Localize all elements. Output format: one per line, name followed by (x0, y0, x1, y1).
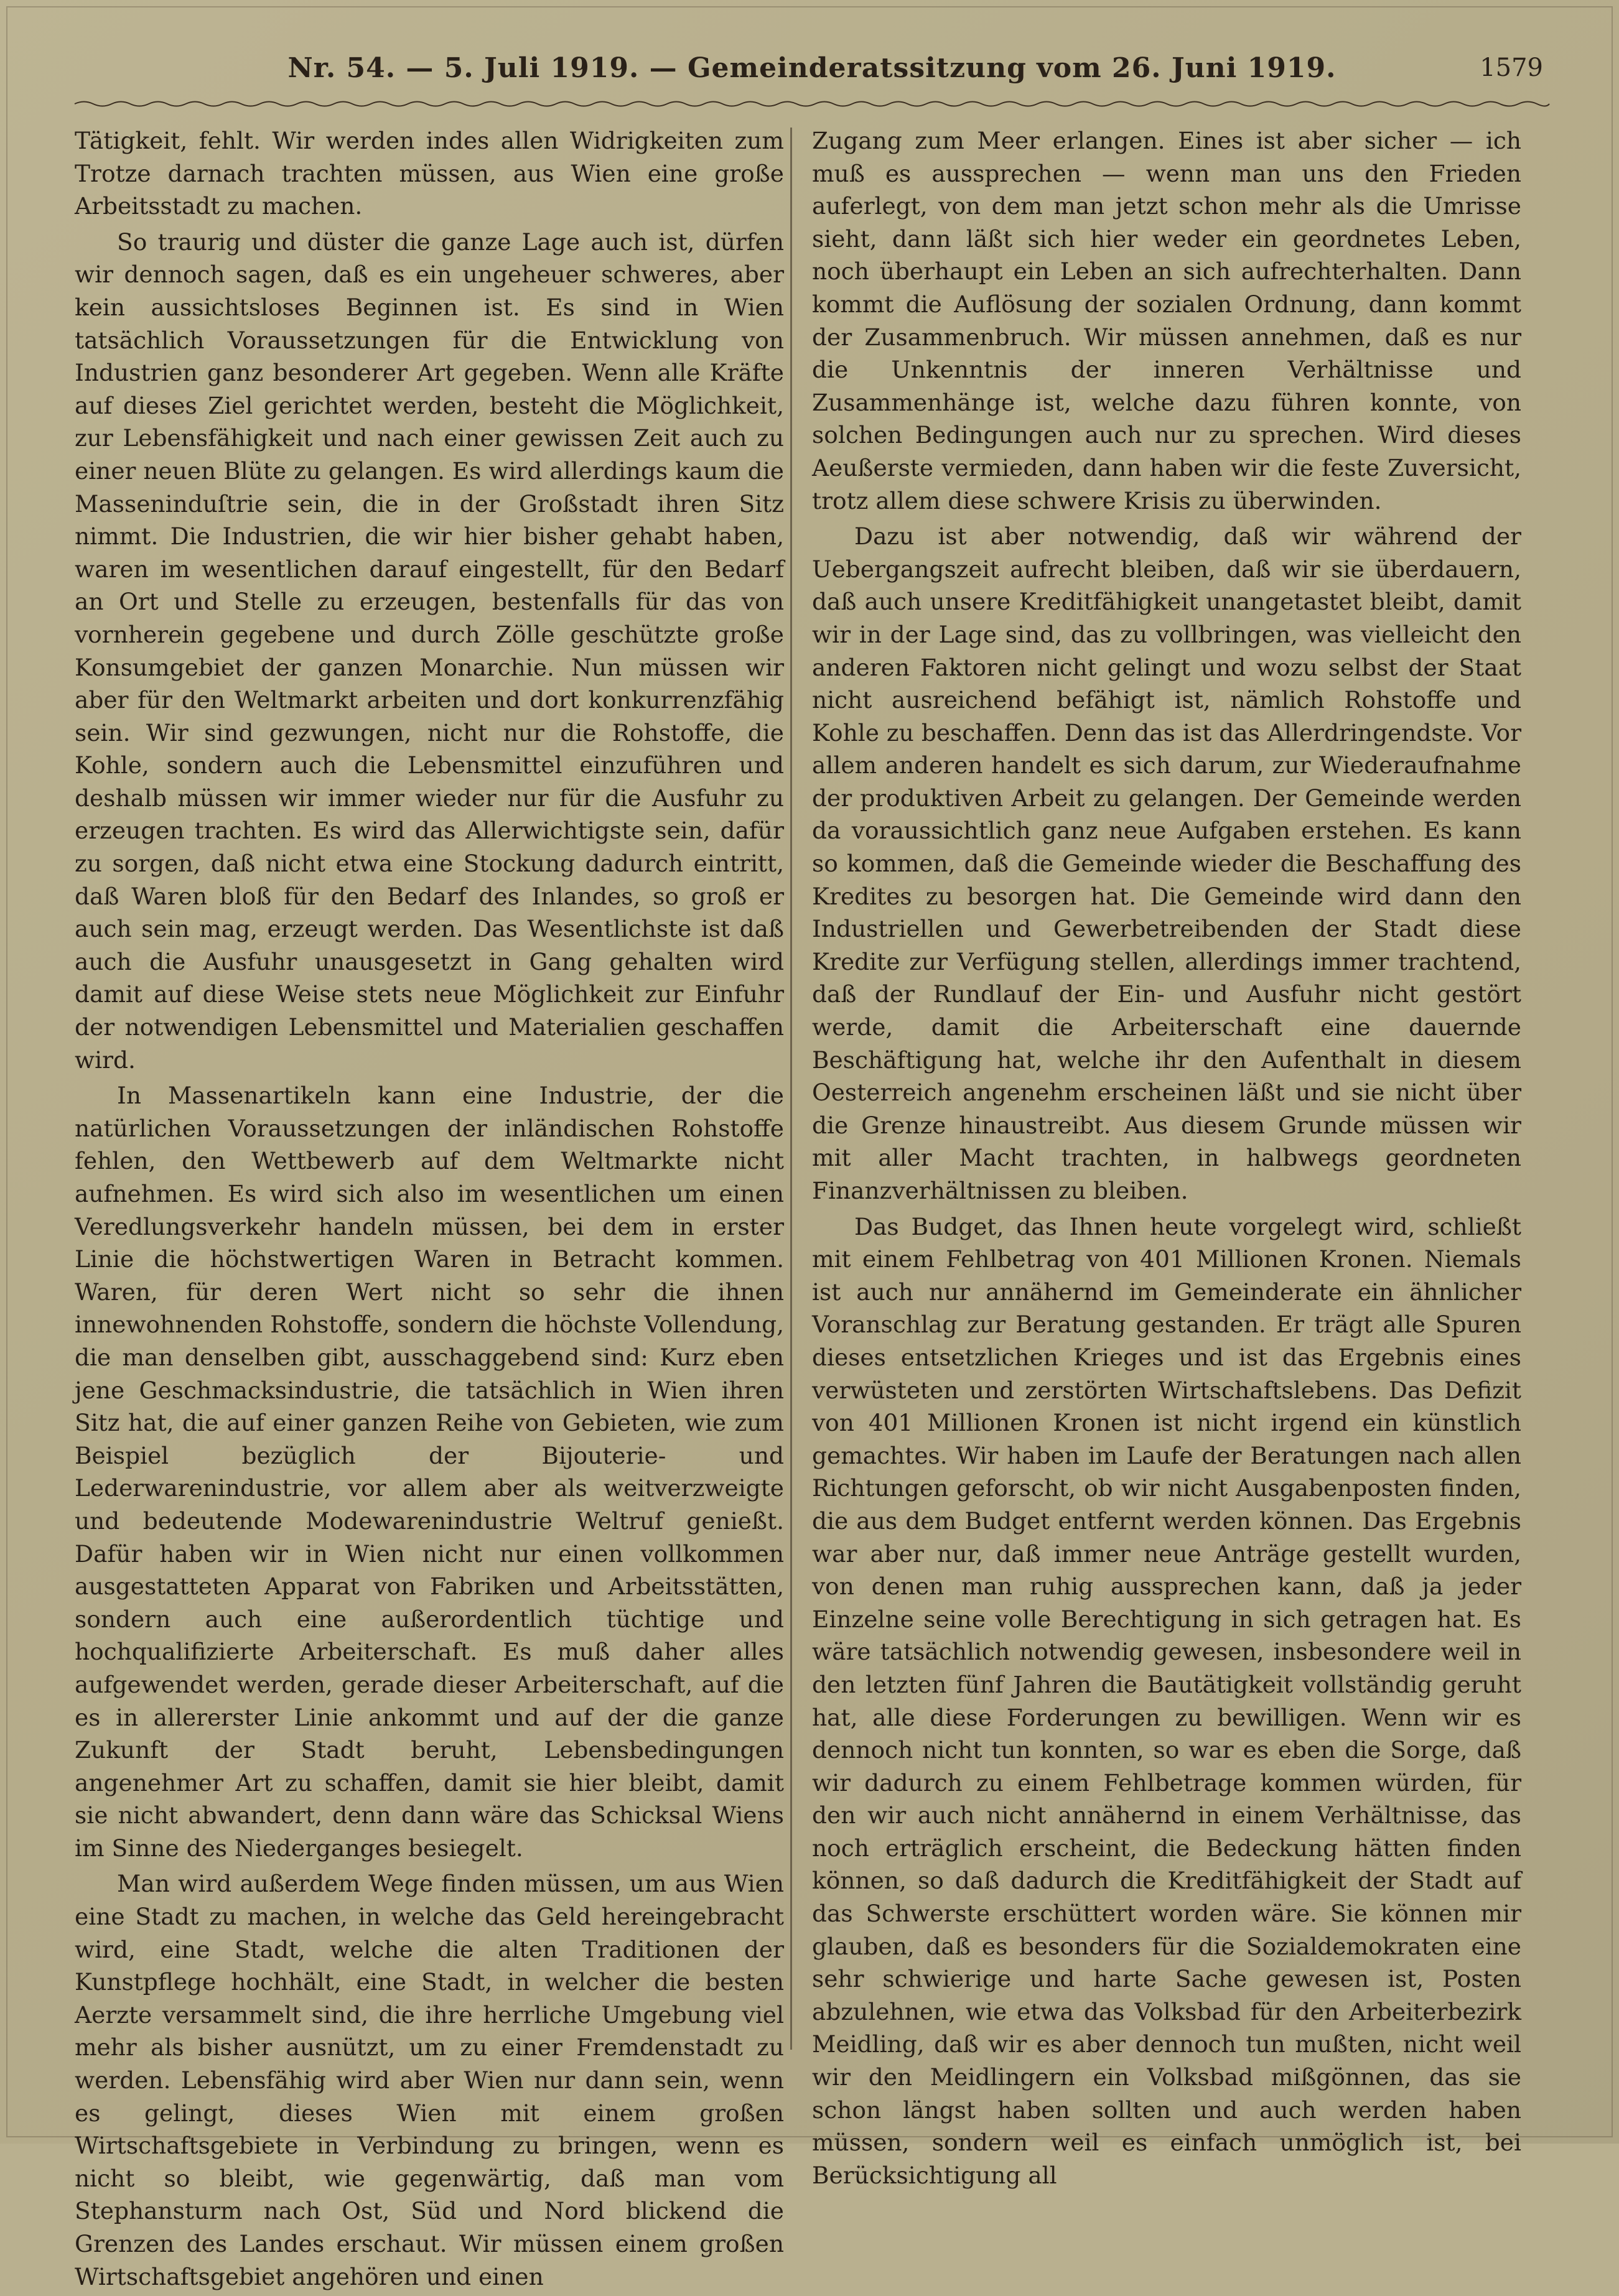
left-paragraph-1: Tätigkeit, fehlt. Wir werden indes allen Widrigkeiten zum Trotze darnach trachten müssen, aus Wien eine große Arbeitsstadt zu machen. (75, 127, 784, 220)
header-wavy-rule (75, 100, 1549, 108)
left-paragraph-2: So traurig und düster die ganze Lage auch ist, dürfen wir dennoch sagen, daß es ein ungeheuer schweres, aber kein aussichtsloses Beginnen ist. Es sind in Wien tatsächlich Voraussetzungen für die Entwicklung von Industrien ganz besonderer Art gegeben. Wenn alle Kräfte auf dieses Ziel gerichtet werden, besteht die Möglichkeit, zur Lebensfähigkeit und nach einer gewissen Zeit auch zu einer neuen Blüte zu gelangen. Es wird allerdings kaum die Masseninduſtrie sein, die in der Großstadt ihren Sitz nimmt. Die Industrien, die wir hier bisher gehabt haben, waren im wesentlichen darauf eingestellt, für den Bedarf an Ort und Stelle zu erzeugen, bestenfalls für das von vornherein gegebene und durch Zölle geschützte große Konsumgebiet der ganzen Monarchie. Nun müssen wir aber für den Weltmarkt arbeiten und dort konkurrenzfähig sein. Wir sind gezwungen, nicht nur die Rohstoffe, die Kohle, sondern auch die Lebensmittel einzuführen und deshalb müssen wir immer wieder nur für die Ausfuhr zu erzeugen trachten. Es wird das Allerwichtigste sein, dafür zu sorgen, daß nicht etwa eine Stockung dadurch eintritt, daß Waren bloß für den Bedarf des Inlandes, so groß er auch sein mag, erzeugt werden. Das Wesentlichste ist daß auch die Ausfuhr unausgesetzt in Gang gehalten wird damit auf diese Weise stets neue Möglichkeit zur Einfuhr der notwendigen Lebensmittel und Materialien geschaffen wird. (75, 228, 784, 1074)
page-header (68, 44, 1556, 100)
left-paragraph-4: Man wird außerdem Wege finden müssen, um aus Wien eine Stadt zu machen, in welche das Geld hereingebracht wird, eine Stadt, welche die alten Traditionen der Kunstpflege hochhält, eine Stadt, in welcher die besten Aerzte versammelt sind, die ihre herrliche Umgebung viel mehr als bisher ausnützt, um zu einer Fremdenstadt zu werden. Lebensfähig wird aber Wien nur dann sein, wenn es gelingt, dieses Wien mit einem großen Wirtschaftsgebiete in Verbindung zu bringen, wenn es nicht so bleibt, wie gegenwärtig, daß man vom Stephansturm nach Ost, Süd und Nord blickend die Grenzen des Landes erschaut. Wir müssen einem großen Wirtschaftsgebiet angehören und einen (75, 1870, 784, 2290)
header-title: Nr. 54. — 5. Juli 1919. — Gemeinderatssitzung vom 26. Juni 1919. (287, 52, 1337, 84)
column-divider (790, 128, 792, 2050)
left-paragraph-3: In Massenartikeln kann eine Industrie, der die natürlichen Voraussetzungen der inländischen Rohstoffe fehlen, den Wettbewerb auf dem Weltmarkte nicht aufnehmen. Es wird sich also im wesentlichen um einen Veredlungsverkehr handeln müssen, bei dem in erster Linie die höchstwertigen Waren in Betracht kommen. Waren, für deren Wert nicht so sehr die ihnen innewohnenden Rohstoffe, sondern die höchste Vollendung, die man denselben gibt, ausschaggebend sind: Kurz eben jene Geschmacksindustrie, die tatsächlich in Wien ihren Sitz hat, die auf einer ganzen Reihe von Gebieten, wie zum Beispiel bezüglich der Bijouterie- und Lederwarenindustrie, vor allem aber als weitverzweigte und bedeutende Modewarenindustrie Weltruf genießt. Dafür haben wir in Wien nicht nur einen vollkommen ausgestatteten Apparat von Fabriken und Arbeitsstätten, sondern auch eine außerordentlich tüchtige und hochqualifizierte Arbeiterschaft. Es muß daher alles aufgewendet werden, gerade dieser Arbeiterschaft, auf die es in allererster Linie ankommt und auf der die ganze Zukunft der Stadt beruht, Lebensbedingungen angenehmer Art zu schaffen, damit sie hier bleibt, damit sie nicht abwandert, denn dann wäre das Schicksal Wiens im Sinne des Niederganges besiegelt. (75, 1082, 784, 1862)
right-column (812, 124, 1521, 2195)
right-paragraph-2: Dazu ist aber notwendig, daß wir während der Uebergangszeit aufrecht bleiben, daß wir sie überdauern, daß auch unsere Kreditfähigkeit unangetastet bleibt, damit wir in der Lage sind, das zu vollbringen, was vielleicht den anderen Faktoren nicht gelingt und wozu selbst der Staat nicht ausreichend befähigt ist, nämlich Rohstoffe und Kohle zu beschaffen. Denn das ist das Allerdringendste. Vor allem anderen handelt es sich darum, zur Wiederaufnahme der produktiven Arbeit zu gelangen. Der Gemeinde werden da voraussichtlich ganz neue Aufgaben erstehen. Es kann so kommen, daß die Gemeinde wieder die Beschaffung des Kredites zu besorgen hat. Die Gemeinde wird dann den Industriellen und Gewerbetreibenden der Stadt diese Kredite zur Verfügung stellen, allerdings immer trachtend, daß der Rundlauf der Ein- und Ausfuhr nicht gestört werde, damit die Arbeiterschaft eine dauernde Beschäftigung hat, welche ihr den Aufenthalt in diesem Oesterreich angenehm erscheinen läßt und sie nicht über die Grenze hinaustreibt. Aus diesem Grunde müssen wir mit aller Macht trachten, in halbwegs geordneten Finanzverhältnissen zu bleiben. (812, 523, 1521, 1204)
right-paragraph-3: Das Budget, das Ihnen heute vorgelegt wird, schließt mit einem Fehlbetrag von 401 Millionen Kronen. Niemals ist auch nur annähernd im Gemeinderate ein ähnlicher Voranschlag zur Beratung gestanden. Er trägt alle Spuren dieses entsetzlichen Krieges und ist das Ergebnis eines verwüsteten und zerstörten Wirtschaftslebens. Das Defizit von 401 Millionen Kronen ist nicht irgend ein künstlich gemachtes. Wir haben im Laufe der Beratungen nach allen Richtungen geforscht, ob wir nicht Ausgabenposten finden, die aus dem Budget entfernt werden können. Das Ergebnis war aber nur, daß immer neue Anträge gestellt wurden, von denen man ruhig aussprechen kann, daß ja jeder Einzelne seine volle Berechtigung in sich getragen hat. Es wäre tatsächlich notwendig gewesen, insbesondere weil in den letzten fünf Jahren die Bautätigkeit vollständig geruht hat, alle diese Forderungen zu bewilligen. Wenn wir es dennoch nicht tun konnten, so war es eben die Sorge, daß wir dadurch zu einem Fehlbetrage kommen würden, für den wir auch nicht annähernd in einem Verhältnisse, das noch erträglich erscheint, die Bedeckung hätten finden können, so daß dadurch die Kreditfähigkeit der Stadt auf das Schwerste erschüttert worden wäre. Sie können mir glauben, daß es besonders für die Sozialdemokraten eine sehr schwierige und harte Sache gewesen ist, Posten abzulehnen, wie etwa das Volksbad für den Arbeiterbezirk Meidling, daß wir es aber dennoch tun mußten, nicht weil wir den Meidlingern ein Volksbad mißgönnen, das sie schon längst haben sollten und auch werden haben müssen, sondern weil es einfach unmöglich ist, bei Berücksichtigung all (812, 1212, 1521, 2189)
right-paragraph-1: Zugang zum Meer erlangen. Eines ist aber sicher — ich muß es aussprechen — wenn man uns den Frieden auferlegt, von dem man jetzt schon mehr als die Umrisse sieht, dann läßt sich hier weder ein geordnetes Leben, noch überhaupt ein Leben an sich aufrechterhalten. Dann kommt die Auflösung der sozialen Ordnung, dann kommt der Zusammenbruch. Wir müssen annehmen, daß es nur die Unkenntnis der inneren Verhältnisse und Zusammenhänge ist, welche dazu führen konnte, von solchen Bedingungen auch nur zu sprechen. Wird dieses Aeußerste vermieden, dann haben wir die feste Zuversicht, trotz allem diese schwere Krisis zu überwinden. (812, 127, 1521, 514)
page-number: 1579 (1480, 53, 1543, 82)
left-column (75, 124, 784, 2296)
